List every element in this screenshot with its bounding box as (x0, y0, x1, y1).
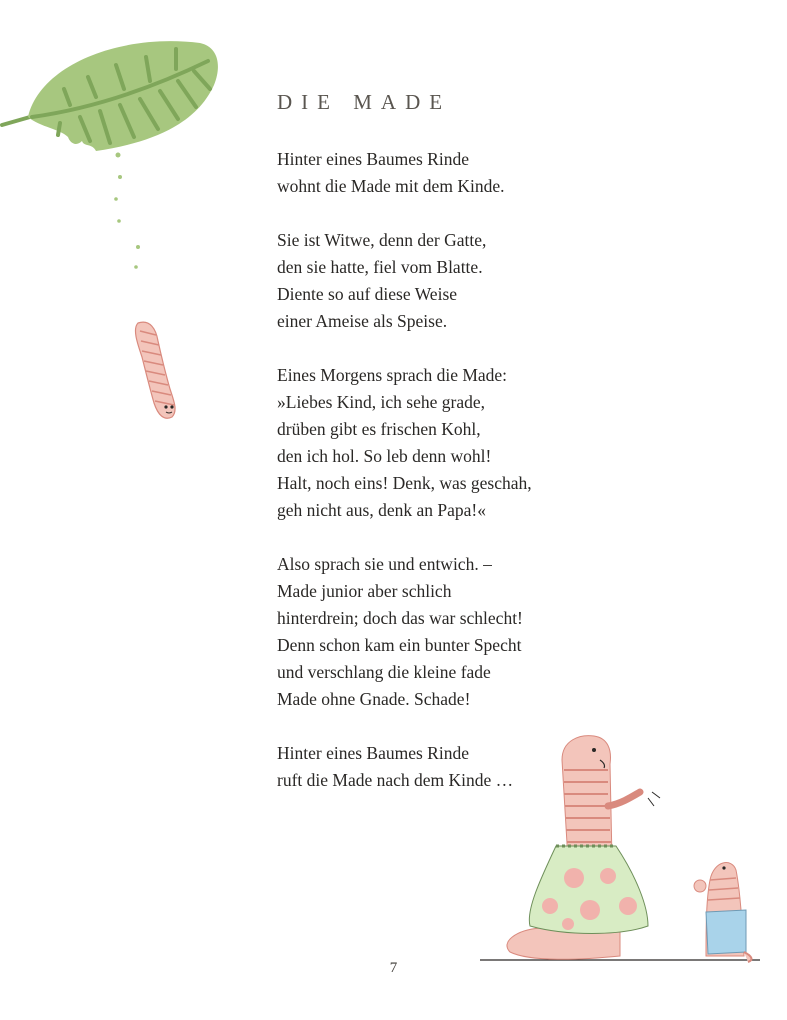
poem-title: DIE MADE (277, 90, 452, 114)
poem-body (277, 146, 532, 821)
poem-line: wohnt die Made mit dem Kinde. (277, 176, 505, 196)
poem-line: drüben gibt es frischen Kohl, (277, 419, 481, 439)
poem-line: »Liebes Kind, ich sehe grade, (277, 392, 485, 412)
leaf-illustration (0, 25, 230, 285)
poem-line: Sie ist Witwe, denn der Gatte, (277, 230, 487, 250)
poem-line: Eines Morgens sprach die Made: (277, 365, 508, 385)
poem-line: einer Ameise als Speise. (277, 311, 448, 331)
poem-line: geh nicht aus, denk an Papa!« (277, 500, 486, 520)
poem-line: Hinter eines Baumes Rinde (277, 149, 469, 169)
poem-line: Hinter eines Baumes Rinde (277, 743, 469, 763)
poem-line: Made ohne Gnade. Schade! (277, 689, 471, 709)
poem-line: Diente so auf diese Weise (277, 284, 458, 304)
poem-line: den sie hatte, fiel vom Blatte. (277, 257, 483, 277)
poem-line: ruft die Made nach dem Kinde … (277, 770, 514, 790)
stanza (277, 227, 532, 335)
poem-line: Halt, noch eins! Denk, was geschah, (277, 473, 532, 493)
baby-worm-illustration (128, 315, 188, 425)
poem-line: hinterdrein; doch das war schlecht! (277, 608, 523, 628)
stanza (277, 740, 532, 794)
poem-line: Made junior aber schlich (277, 581, 452, 601)
stanza (277, 146, 532, 200)
poem-line: den ich hol. So leb denn wohl! (277, 446, 492, 466)
stanza (277, 362, 532, 524)
poem-line: und verschlang die kleine fade (277, 662, 491, 682)
poem-line: Denn schon kam ein bunter Specht (277, 635, 522, 655)
stanza (277, 551, 532, 713)
page-number: 7 (389, 960, 398, 976)
poem-line: Also sprach sie und entwich. – (277, 554, 492, 574)
